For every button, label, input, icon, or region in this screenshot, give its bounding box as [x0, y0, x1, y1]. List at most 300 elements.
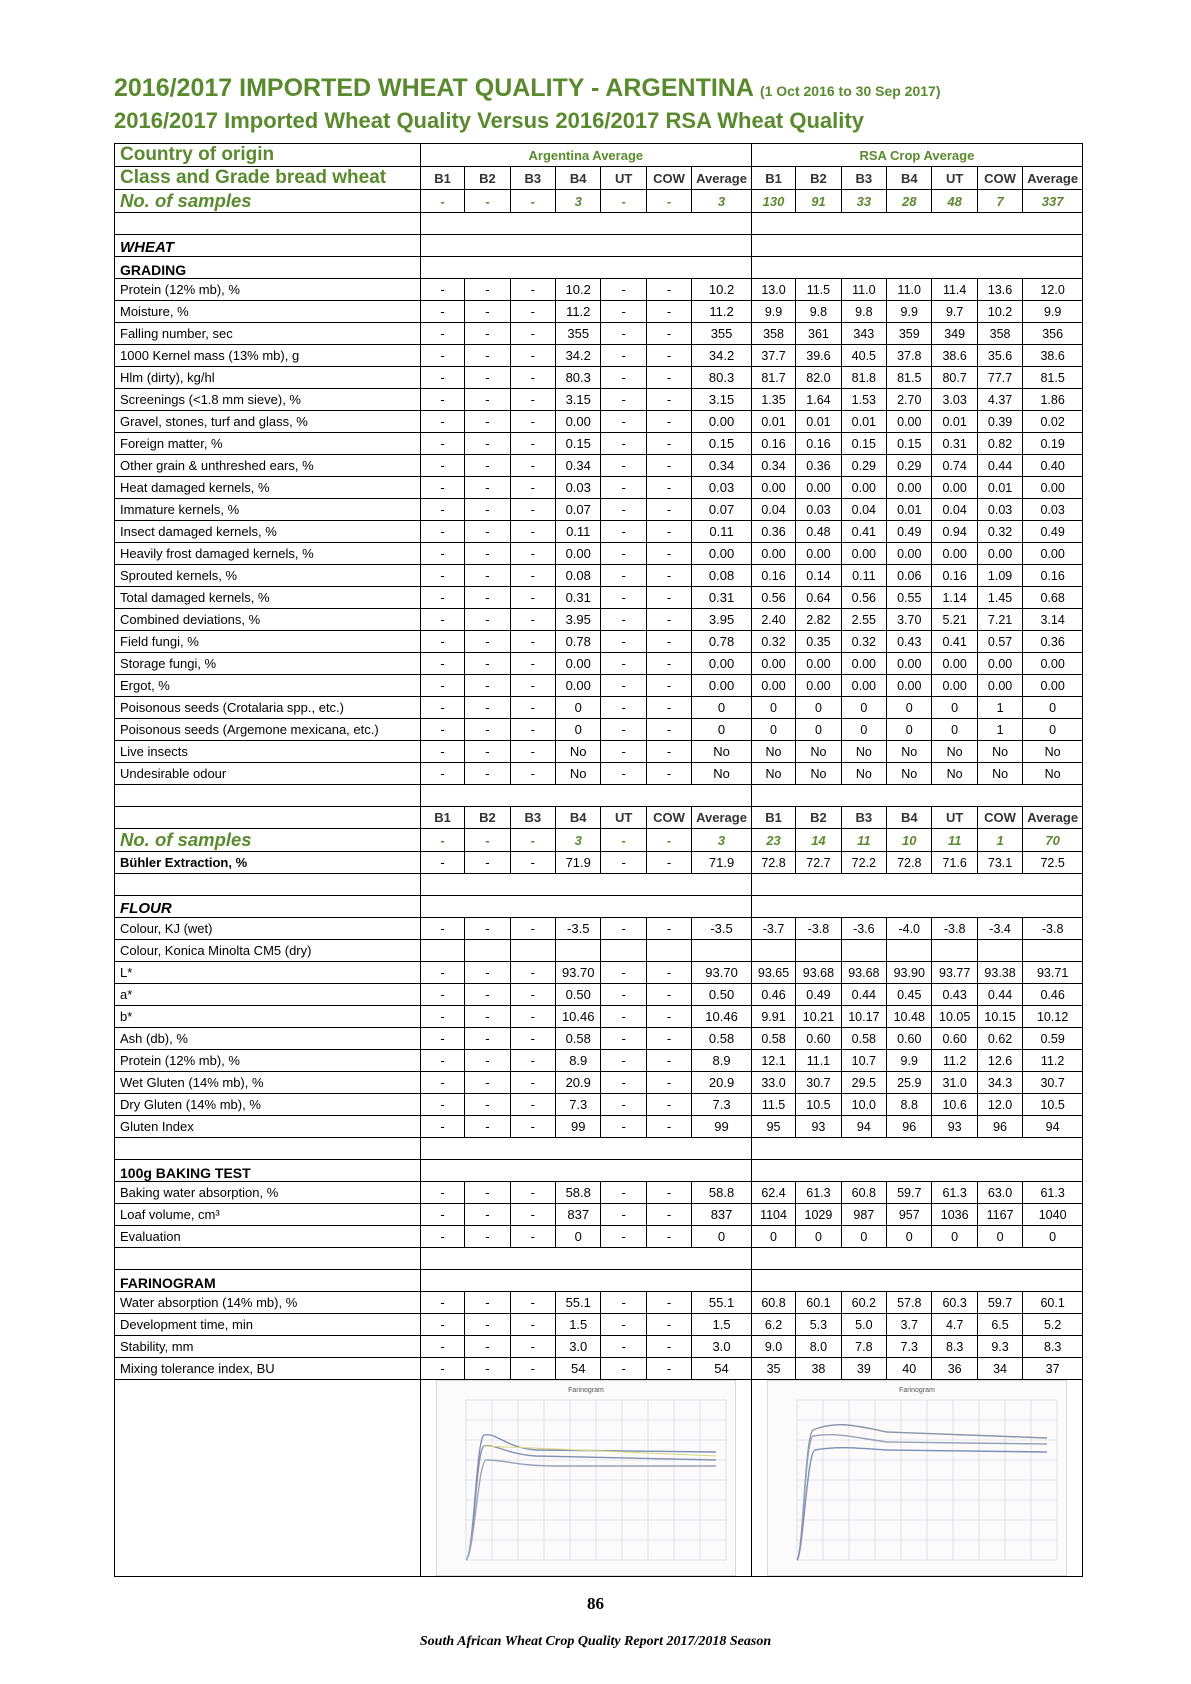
argentina-value: 11.2 — [692, 301, 752, 323]
rsa-value: 2.70 — [887, 389, 932, 411]
row-label: Undesirable odour — [115, 763, 421, 785]
argentina-value: - — [420, 323, 464, 345]
row-label: Total damaged kernels, % — [115, 587, 421, 609]
rsa-value: 1.64 — [796, 389, 841, 411]
argentina-value: - — [420, 631, 464, 653]
argentina-value: - — [646, 301, 691, 323]
grade-header: UT — [601, 807, 646, 829]
argentina-value: 837 — [692, 1204, 752, 1226]
argentina-samples: - — [420, 190, 464, 213]
rsa-value: 0.41 — [841, 521, 886, 543]
argentina-value: - — [465, 719, 510, 741]
row-label: Bühler Extraction, % — [115, 852, 421, 874]
argentina-value: - — [646, 1006, 691, 1028]
rsa-value: 0.15 — [887, 433, 932, 455]
rsa-value: 0.32 — [977, 521, 1022, 543]
rsa-value: 0.03 — [1023, 499, 1083, 521]
rsa-value: 72.7 — [796, 852, 841, 874]
rsa-value: 0.04 — [751, 499, 795, 521]
argentina-value: 0.00 — [692, 653, 752, 675]
rsa-value: 0.32 — [841, 631, 886, 653]
argentina-value: - — [601, 1292, 646, 1314]
empty-cell — [115, 807, 421, 829]
wheat-heading-row — [115, 235, 1083, 257]
argentina-value: - — [601, 301, 646, 323]
rsa-value: 0.29 — [887, 455, 932, 477]
wheat-row — [115, 697, 1083, 719]
rsa-value: 0.00 — [932, 653, 977, 675]
rsa-value: 1.14 — [932, 587, 977, 609]
argentina-value: 0.58 — [556, 1028, 601, 1050]
rsa-value: -3.8 — [796, 918, 841, 940]
argentina-value: - — [465, 697, 510, 719]
argentina-value: - — [601, 389, 646, 411]
argentina-value: - — [510, 763, 555, 785]
rsa-value — [751, 940, 795, 962]
rsa-value: 0 — [1023, 1226, 1083, 1248]
rsa-value: 0.74 — [932, 455, 977, 477]
argentina-value: - — [601, 543, 646, 565]
rsa-value: 0.04 — [932, 499, 977, 521]
argentina-value: 1.5 — [556, 1314, 601, 1336]
argentina-value: - — [646, 1116, 691, 1138]
rsa-value: 0.36 — [1023, 631, 1083, 653]
rsa-value: 0.01 — [977, 477, 1022, 499]
rsa-samples: 28 — [887, 190, 932, 213]
rsa-value: 358 — [751, 323, 795, 345]
flour-row — [115, 1028, 1083, 1050]
argentina-samples: - — [510, 829, 555, 852]
rsa-value — [932, 940, 977, 962]
rsa-value: 12.6 — [977, 1050, 1022, 1072]
rsa-value: 96 — [887, 1116, 932, 1138]
rsa-value: 0.44 — [977, 455, 1022, 477]
rsa-value: 12.1 — [751, 1050, 795, 1072]
argentina-value: 10.46 — [556, 1006, 601, 1028]
row-label: Stability, mm — [115, 1336, 421, 1358]
grade-header: B3 — [841, 807, 886, 829]
argentina-value: - — [420, 1226, 464, 1248]
empty-cell — [420, 213, 751, 235]
rsa-value: 0.01 — [932, 411, 977, 433]
graph-title: Farinogram — [899, 1387, 935, 1394]
argentina-value: - — [420, 984, 464, 1006]
farino-heading-row — [115, 1270, 1083, 1292]
rsa-value: 9.9 — [887, 1050, 932, 1072]
grade-header: Average — [1023, 807, 1083, 829]
rsa-value: 0.35 — [796, 631, 841, 653]
argentina-value: - — [646, 1028, 691, 1050]
argentina-value: - — [420, 499, 464, 521]
argentina-value: - — [646, 433, 691, 455]
rsa-value: 35 — [751, 1358, 795, 1380]
rsa-value: 0.11 — [841, 565, 886, 587]
rsa-value: -3.8 — [1023, 918, 1083, 940]
grade-header: B4 — [556, 167, 601, 190]
argentina-value: - — [465, 455, 510, 477]
rsa-value: 0.56 — [751, 587, 795, 609]
argentina-value: - — [465, 918, 510, 940]
spacer-row — [115, 1138, 1083, 1160]
spacer-row — [115, 874, 1083, 896]
argentina-value — [646, 940, 691, 962]
rsa-value: 0.34 — [751, 455, 795, 477]
argentina-value: - — [510, 1116, 555, 1138]
argentina-value: - — [601, 411, 646, 433]
rsa-value: 2.82 — [796, 609, 841, 631]
rsa-value: 0 — [796, 719, 841, 741]
argentina-value: - — [420, 1336, 464, 1358]
rsa-value: 0.43 — [887, 631, 932, 653]
rsa-value: 29.5 — [841, 1072, 886, 1094]
rsa-value: 0 — [1023, 719, 1083, 741]
argentina-value: 3.95 — [556, 609, 601, 631]
section-heading: FLOUR — [115, 896, 421, 918]
rsa-value: 10.6 — [932, 1094, 977, 1116]
argentina-value: - — [601, 345, 646, 367]
rsa-value: 6.5 — [977, 1314, 1022, 1336]
grade-header: B1 — [751, 807, 795, 829]
spacer-row — [115, 1248, 1083, 1270]
argentina-value: 1.5 — [692, 1314, 752, 1336]
rsa-value: 0.46 — [1023, 984, 1083, 1006]
grade-header: B1 — [751, 167, 795, 190]
argentina-value: - — [646, 499, 691, 521]
argentina-samples: 3 — [692, 829, 752, 852]
argentina-value: - — [601, 763, 646, 785]
rsa-value: 93.90 — [887, 962, 932, 984]
rsa-value: 0 — [887, 697, 932, 719]
argentina-value: 58.8 — [556, 1182, 601, 1204]
grade-header: B4 — [556, 807, 601, 829]
wheat-row — [115, 631, 1083, 653]
argentina-value: - — [510, 1358, 555, 1380]
argentina-value: 0 — [692, 719, 752, 741]
argentina-value: 20.9 — [692, 1072, 752, 1094]
rsa-samples: 10 — [887, 829, 932, 852]
rsa-value: -3.7 — [751, 918, 795, 940]
argentina-value: - — [646, 587, 691, 609]
rsa-value: 0.58 — [751, 1028, 795, 1050]
rsa-value: No — [751, 741, 795, 763]
empty-cell — [751, 213, 1082, 235]
rsa-value: 0.82 — [977, 433, 1022, 455]
rsa-value: 0.01 — [751, 411, 795, 433]
grade-header: B3 — [841, 167, 886, 190]
row-label: Sprouted kernels, % — [115, 565, 421, 587]
rsa-samples: 33 — [841, 190, 886, 213]
rsa-value — [887, 940, 932, 962]
argentina-value: - — [465, 653, 510, 675]
rsa-value: 10.7 — [841, 1050, 886, 1072]
argentina-value: - — [420, 587, 464, 609]
argentina-value: - — [510, 411, 555, 433]
argentina-value: 10.46 — [692, 1006, 752, 1028]
rsa-value: 356 — [1023, 323, 1083, 345]
rsa-value: 0.56 — [841, 587, 886, 609]
empty-cell — [420, 235, 751, 257]
row-label: Foreign matter, % — [115, 433, 421, 455]
argentina-value: - — [646, 411, 691, 433]
row-label: Other grain & unthreshed ears, % — [115, 455, 421, 477]
argentina-value: -3.5 — [692, 918, 752, 940]
rsa-value: 11.4 — [932, 279, 977, 301]
argentina-value: 54 — [556, 1358, 601, 1380]
argentina-value: - — [510, 741, 555, 763]
argentina-value: - — [601, 455, 646, 477]
argentina-value: - — [646, 345, 691, 367]
empty-cell — [420, 896, 751, 918]
rsa-value: 12.0 — [1023, 279, 1083, 301]
page-title: 2016/2017 IMPORTED WHEAT QUALITY - ARGENTINA (1 Oct 2016 to 30 Sep 2017) — [114, 74, 941, 102]
rsa-value: 0.02 — [1023, 411, 1083, 433]
argentina-value: 3.0 — [692, 1336, 752, 1358]
row-label: L* — [115, 962, 421, 984]
grade-header: COW — [646, 807, 691, 829]
grade-header: B4 — [887, 807, 932, 829]
argentina-value: - — [510, 499, 555, 521]
row-label: Poisonous seeds (Argemone mexicana, etc.) — [115, 719, 421, 741]
argentina-value: - — [601, 323, 646, 345]
argentina-value: - — [510, 609, 555, 631]
argentina-value: - — [601, 477, 646, 499]
rsa-value: 0.03 — [977, 499, 1022, 521]
rsa-value: 95 — [751, 1116, 795, 1138]
flour-row — [115, 1094, 1083, 1116]
empty-cell — [420, 1160, 751, 1182]
argentina-samples: - — [420, 829, 464, 852]
rsa-value: 0 — [751, 719, 795, 741]
argentina-value: - — [510, 521, 555, 543]
rsa-value: 0 — [751, 1226, 795, 1248]
rsa-value: 0.68 — [1023, 587, 1083, 609]
flour-row — [115, 962, 1083, 984]
argentina-value: - — [646, 1226, 691, 1248]
rsa-value: 0 — [977, 1226, 1022, 1248]
rsa-value: 0.36 — [751, 521, 795, 543]
argentina-value: - — [601, 521, 646, 543]
argentina-value: - — [420, 1006, 464, 1028]
argentina-header: Argentina Average — [420, 144, 751, 167]
wheat-row — [115, 521, 1083, 543]
row-label: Screenings (<1.8 mm sieve), % — [115, 389, 421, 411]
rsa-value: 0.00 — [932, 477, 977, 499]
argentina-value: - — [646, 1050, 691, 1072]
rsa-value: 0.40 — [1023, 455, 1083, 477]
argentina-value — [556, 940, 601, 962]
rsa-value: 40.5 — [841, 345, 886, 367]
row-label: Poisonous seeds (Crotalaria spp., etc.) — [115, 697, 421, 719]
argentina-value: - — [646, 1358, 691, 1380]
argentina-value: - — [510, 477, 555, 499]
rsa-value: 0.00 — [887, 653, 932, 675]
rsa-value: 0.31 — [932, 433, 977, 455]
rsa-value: 0.00 — [932, 675, 977, 697]
rsa-value: 60.1 — [796, 1292, 841, 1314]
rsa-value: 9.8 — [841, 301, 886, 323]
rsa-value: 0.00 — [796, 653, 841, 675]
grade-header: Average — [692, 807, 752, 829]
row-label: Ash (db), % — [115, 1028, 421, 1050]
rsa-value: 35.6 — [977, 345, 1022, 367]
flour-row — [115, 1116, 1083, 1138]
argentina-value: 0 — [692, 1226, 752, 1248]
argentina-value: - — [420, 763, 464, 785]
row-label: Loaf volume, cm³ — [115, 1204, 421, 1226]
rsa-value: 9.9 — [1023, 301, 1083, 323]
rsa-value: 0.60 — [932, 1028, 977, 1050]
rsa-value: 12.0 — [977, 1094, 1022, 1116]
rsa-value: 0.57 — [977, 631, 1022, 653]
rsa-value: 0.60 — [796, 1028, 841, 1050]
argentina-value: - — [465, 367, 510, 389]
argentina-value: - — [510, 697, 555, 719]
rsa-value: 11.1 — [796, 1050, 841, 1072]
row-label: Heat damaged kernels, % — [115, 477, 421, 499]
rsa-samples: 1 — [977, 829, 1022, 852]
rsa-value: 343 — [841, 323, 886, 345]
rsa-value: 72.8 — [887, 852, 932, 874]
rsa-value: 0.19 — [1023, 433, 1083, 455]
argentina-value: - — [646, 1182, 691, 1204]
argentina-value: - — [510, 1314, 555, 1336]
argentina-value: - — [420, 411, 464, 433]
argentina-value: - — [420, 1072, 464, 1094]
baking-heading-row — [115, 1160, 1083, 1182]
rsa-value: 73.1 — [977, 852, 1022, 874]
argentina-value: - — [465, 675, 510, 697]
rsa-value: 2.55 — [841, 609, 886, 631]
rsa-value: 0.00 — [887, 675, 932, 697]
argentina-value: 0 — [556, 697, 601, 719]
row-label: Protein (12% mb), % — [115, 279, 421, 301]
argentina-value: - — [646, 1314, 691, 1336]
empty-cell — [420, 785, 751, 807]
rsa-value: 10.0 — [841, 1094, 886, 1116]
argentina-value: - — [465, 1182, 510, 1204]
argentina-value: - — [465, 499, 510, 521]
rsa-value: 93.71 — [1023, 962, 1083, 984]
rsa-value: 9.0 — [751, 1336, 795, 1358]
row-label: Moisture, % — [115, 301, 421, 323]
argentina-value: - — [465, 1292, 510, 1314]
argentina-value: 55.1 — [692, 1292, 752, 1314]
rsa-value: 81.5 — [1023, 367, 1083, 389]
argentina-value: - — [601, 741, 646, 763]
argentina-value: 0.08 — [692, 565, 752, 587]
rsa-samples: 11 — [932, 829, 977, 852]
wheat-row — [115, 499, 1083, 521]
empty-cell — [420, 1270, 751, 1292]
samples-label: No. of samples — [115, 190, 421, 213]
flour-row — [115, 940, 1083, 962]
argentina-value: 0.00 — [692, 411, 752, 433]
rsa-value: 0.01 — [796, 411, 841, 433]
rsa-value: 63.0 — [977, 1182, 1022, 1204]
argentina-value: - — [420, 1204, 464, 1226]
argentina-value: 80.3 — [556, 367, 601, 389]
argentina-graph-cell — [420, 1380, 751, 1577]
rsa-value: 34.3 — [977, 1072, 1022, 1094]
rsa-value: 0.00 — [796, 543, 841, 565]
argentina-value: - — [646, 675, 691, 697]
argentina-value: - — [510, 653, 555, 675]
argentina-samples: - — [465, 829, 510, 852]
rsa-value: 11.2 — [1023, 1050, 1083, 1072]
rsa-value: 60.8 — [841, 1182, 886, 1204]
rsa-samples: 48 — [932, 190, 977, 213]
argentina-value: - — [601, 1006, 646, 1028]
rsa-value: 0.62 — [977, 1028, 1022, 1050]
argentina-value: - — [420, 1292, 464, 1314]
rsa-value: No — [977, 763, 1022, 785]
rsa-value: 30.7 — [796, 1072, 841, 1094]
row-label: Wet Gluten (14% mb), % — [115, 1072, 421, 1094]
row-label: Colour, KJ (wet) — [115, 918, 421, 940]
rsa-value: 94 — [1023, 1116, 1083, 1138]
rsa-value: 93.38 — [977, 962, 1022, 984]
argentina-value: - — [420, 852, 464, 874]
rsa-value: 0.16 — [751, 565, 795, 587]
rsa-value: 0.00 — [751, 653, 795, 675]
argentina-value: - — [420, 279, 464, 301]
rsa-value: 0.00 — [841, 543, 886, 565]
argentina-value: - — [510, 323, 555, 345]
empty-cell — [115, 1138, 421, 1160]
rsa-value: 0.00 — [796, 675, 841, 697]
argentina-value: - — [420, 962, 464, 984]
wheat-row — [115, 653, 1083, 675]
argentina-value: - — [601, 1182, 646, 1204]
rsa-value: 0.00 — [1023, 477, 1083, 499]
argentina-value: 0.00 — [556, 543, 601, 565]
rsa-value: 361 — [796, 323, 841, 345]
argentina-value: - — [601, 1116, 646, 1138]
rsa-value: 93 — [932, 1116, 977, 1138]
empty-cell — [751, 1248, 1082, 1270]
argentina-value: - — [465, 852, 510, 874]
rsa-value: 0 — [932, 1226, 977, 1248]
rsa-value: 10.2 — [977, 301, 1022, 323]
rsa-value: 1040 — [1023, 1204, 1083, 1226]
argentina-value: - — [420, 1358, 464, 1380]
rsa-value: 11.0 — [887, 279, 932, 301]
rsa-value: 9.9 — [751, 301, 795, 323]
argentina-value: 0 — [692, 697, 752, 719]
argentina-value: 71.9 — [692, 852, 752, 874]
rsa-value: 0.00 — [887, 477, 932, 499]
argentina-value: - — [420, 345, 464, 367]
row-label: Heavily frost damaged kernels, % — [115, 543, 421, 565]
rsa-value: 40 — [887, 1358, 932, 1380]
grade-header: B2 — [796, 807, 841, 829]
rsa-value: 0.43 — [932, 984, 977, 1006]
rsa-value: 359 — [887, 323, 932, 345]
wheat-row — [115, 587, 1083, 609]
wheat-row — [115, 609, 1083, 631]
rsa-value: 0.00 — [887, 411, 932, 433]
rsa-value: 11.5 — [751, 1094, 795, 1116]
rsa-value: 72.2 — [841, 852, 886, 874]
rsa-value: 10.17 — [841, 1006, 886, 1028]
argentina-samples: - — [601, 190, 646, 213]
argentina-value: - — [510, 345, 555, 367]
country-label: Country of origin — [115, 144, 421, 167]
wheat-row — [115, 323, 1083, 345]
argentina-value: - — [601, 697, 646, 719]
rsa-value: 81.5 — [887, 367, 932, 389]
argentina-value: - — [601, 1072, 646, 1094]
